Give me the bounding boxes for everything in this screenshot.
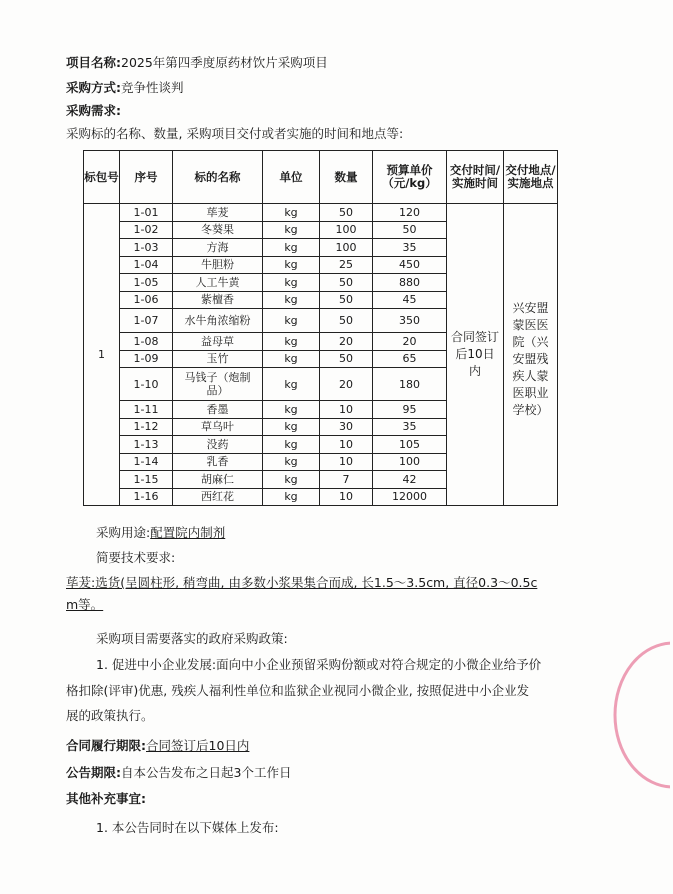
- column-header: 标的名称: [173, 151, 263, 204]
- value: 自本公告发布之日起3个工作日: [121, 765, 292, 780]
- other-heading: 其他补充事宜:: [66, 791, 146, 806]
- table-cell: 10: [320, 436, 373, 454]
- column-header: 预算单价（元/kg）: [373, 151, 447, 204]
- column-header: 序号: [120, 151, 173, 204]
- procurement-method: [66, 80, 184, 96]
- table-cell: 1-06: [120, 291, 173, 309]
- table-cell: 95: [373, 401, 447, 419]
- policy-line: 格扣除(评审)优惠, 残疾人福利性单位和监狱企业视同小微企业, 按照促进中小企业发: [66, 683, 530, 698]
- table-cell: kg: [263, 204, 320, 222]
- table-cell: kg: [263, 401, 320, 419]
- tech-line: m等。: [66, 597, 104, 612]
- table-cell: 1-13: [120, 436, 173, 454]
- column-header: 单位: [263, 151, 320, 204]
- tech-line: 荜茇:选货(呈圆柱形, 稍弯曲, 由多数小浆果集合而成, 长1.5～3.5cm, 直径0.3～0.5c: [66, 575, 538, 590]
- table-cell: 紫檀香: [173, 291, 263, 309]
- table-cell: 胡麻仁: [173, 471, 263, 489]
- procurement-table: [83, 150, 558, 506]
- delivery-time-cell: 合同签订后10日内: [447, 204, 504, 506]
- table-cell: 马钱子（炮制品）: [173, 368, 263, 401]
- other-line: 1. 本公告同时在以下媒体上发布:: [96, 820, 279, 835]
- table-cell: 45: [373, 291, 447, 309]
- table-cell: 10: [320, 453, 373, 471]
- table-cell: 10: [320, 401, 373, 419]
- table-cell: 1-02: [120, 221, 173, 239]
- table-cell: 180: [373, 368, 447, 401]
- policy-heading: 采购项目需要落实的政府采购政策:: [96, 631, 288, 646]
- company-seal: [610, 640, 670, 790]
- table-cell: 1-09: [120, 350, 173, 368]
- project-name: [66, 55, 328, 71]
- label: 合同履行期限:: [66, 738, 146, 753]
- table-cell: 50: [320, 274, 373, 292]
- column-header: 交付地点/实施地点: [504, 151, 558, 204]
- table-cell: 草乌叶: [173, 418, 263, 436]
- table-cell: 25: [320, 256, 373, 274]
- table-cell: 1-01: [120, 204, 173, 222]
- table-cell: 1-15: [120, 471, 173, 489]
- value: 合同签订后10日内: [146, 738, 250, 753]
- table-cell: 乳香: [173, 453, 263, 471]
- table-cell: 20: [320, 368, 373, 401]
- table-cell: 12000: [373, 488, 447, 506]
- policy-line: 展的政策执行。: [66, 708, 154, 723]
- table-cell: 50: [320, 309, 373, 333]
- delivery-place-cell: 兴安盟蒙医医院（兴安盟残疾人蒙医职业学校）: [504, 204, 558, 506]
- table-cell: 20: [320, 333, 373, 351]
- table-cell: kg: [263, 239, 320, 257]
- table-cell: 1-12: [120, 418, 173, 436]
- table-cell: 105: [373, 436, 447, 454]
- table-cell: kg: [263, 436, 320, 454]
- package-cell: 1: [84, 204, 120, 506]
- value: 配置院内制剂: [150, 525, 226, 540]
- contract-term: [66, 738, 249, 754]
- table-cell: 1-04: [120, 256, 173, 274]
- table-cell: 30: [320, 418, 373, 436]
- label: 项目名称:: [66, 55, 121, 70]
- tech-heading: 简要技术要求:: [96, 550, 176, 565]
- table-cell: 10: [320, 488, 373, 506]
- table-cell: kg: [263, 221, 320, 239]
- table-cell: 35: [373, 418, 447, 436]
- table-cell: 50: [320, 291, 373, 309]
- table-cell: 120: [373, 204, 447, 222]
- column-header: 交付时间/实施时间: [447, 151, 504, 204]
- table-cell: 人工牛黄: [173, 274, 263, 292]
- value: 竞争性谈判: [121, 80, 184, 95]
- table-cell: 42: [373, 471, 447, 489]
- table-cell: kg: [263, 350, 320, 368]
- table-cell: 牛胆粉: [173, 256, 263, 274]
- table-cell: kg: [263, 333, 320, 351]
- policy-line: 1. 促进中小企业发展:面向中小企业预留采购份额或对符合规定的小微企业给予价: [96, 657, 542, 672]
- table-cell: 荜茇: [173, 204, 263, 222]
- table-cell: 450: [373, 256, 447, 274]
- table-cell: kg: [263, 418, 320, 436]
- table-cell: kg: [263, 309, 320, 333]
- table-cell: 100: [373, 453, 447, 471]
- table-cell: 50: [320, 350, 373, 368]
- notice-period: [66, 765, 291, 781]
- table-cell: kg: [263, 488, 320, 506]
- table-cell: 1-07: [120, 309, 173, 333]
- table-cell: 水牛角浓缩粉: [173, 309, 263, 333]
- table-cell: 20: [373, 333, 447, 351]
- value: 2025年第四季度原药材饮片采购项目: [121, 55, 328, 70]
- table-cell: 50: [320, 204, 373, 222]
- table-cell: 1-03: [120, 239, 173, 257]
- requirement-heading: 采购需求:: [66, 103, 121, 118]
- table-cell: kg: [263, 256, 320, 274]
- table-cell: 1-11: [120, 401, 173, 419]
- table-cell: 100: [320, 221, 373, 239]
- table-cell: 西红花: [173, 488, 263, 506]
- table-cell: 65: [373, 350, 447, 368]
- table-row: [84, 204, 558, 222]
- column-header: 标包号: [84, 151, 120, 204]
- table-cell: 50: [373, 221, 447, 239]
- table-cell: 没药: [173, 436, 263, 454]
- table-cell: 香墨: [173, 401, 263, 419]
- table-cell: 350: [373, 309, 447, 333]
- table-cell: 1-14: [120, 453, 173, 471]
- purpose: [96, 525, 225, 541]
- label: 公告期限:: [66, 765, 121, 780]
- table-cell: 益母草: [173, 333, 263, 351]
- table-cell: 35: [373, 239, 447, 257]
- table-cell: kg: [263, 368, 320, 401]
- label: 采购用途:: [96, 525, 151, 540]
- table-cell: 方海: [173, 239, 263, 257]
- table-cell: kg: [263, 291, 320, 309]
- label: 采购方式:: [66, 80, 121, 95]
- column-header: 数量: [320, 151, 373, 204]
- table-cell: 1-16: [120, 488, 173, 506]
- table-cell: 7: [320, 471, 373, 489]
- table-cell: 100: [320, 239, 373, 257]
- table-cell: 880: [373, 274, 447, 292]
- table-cell: kg: [263, 471, 320, 489]
- table-cell: kg: [263, 453, 320, 471]
- table-cell: 1-05: [120, 274, 173, 292]
- table-cell: kg: [263, 274, 320, 292]
- table-cell: 1-08: [120, 333, 173, 351]
- table-intro: 采购标的名称、数量, 采购项目交付或者实施的时间和地点等:: [66, 126, 404, 141]
- table-cell: 1-10: [120, 368, 173, 401]
- company-seal-ring: [615, 643, 670, 787]
- table-cell: 玉竹: [173, 350, 263, 368]
- table-cell: 冬葵果: [173, 221, 263, 239]
